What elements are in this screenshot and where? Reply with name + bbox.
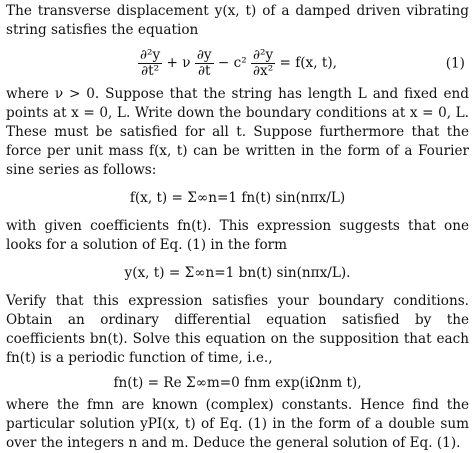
equation-number: (1) xyxy=(445,55,465,71)
plus-nu: + ν xyxy=(166,55,191,71)
frac-num: ∂²y xyxy=(140,47,161,63)
frac-d2y-dt2 xyxy=(138,48,162,79)
equation-fourier-y: y(x, t) = Σ∞n=1 bn(t) sin(nπx/L). xyxy=(124,265,351,281)
frac-dy-dt xyxy=(195,48,214,79)
paragraph-intro: The transverse displacement y(x, t) of a damped driven vibrating string satisfies the equation xyxy=(6,3,469,38)
paragraph-boundary: where ν > 0. Suppose that the string has length L and fixed end points at x = 0, L. Write down the boundary conditions at x = 0, L. These must be satisfied for all t. Suppose furthermore that the force per unit mass f(x, t) can be written in the form of a Fourier sine series as follows: xyxy=(6,86,469,178)
frac-num: ∂y xyxy=(196,47,212,63)
paragraph-coefficients: with given coefficients fn(t). This expression suggests that one looks for a solution of Eq. (1) in the form xyxy=(6,218,469,253)
paragraph-solution: where the fmn are known (complex) constants. Hence find the particular solution yPI(x, t) of Eq. (1) in the form of a double sum over the integers n and m. Deduce the general solution of Eq. (1). xyxy=(6,397,469,451)
frac-d2y-dx2 xyxy=(251,48,275,79)
frac-den: ∂t xyxy=(197,63,211,79)
minus-c2: − c² xyxy=(217,55,247,71)
equation-rhs: = f(x, t), xyxy=(279,55,337,71)
frac-num: ∂²y xyxy=(253,47,274,63)
frac-den: ∂t² xyxy=(141,63,160,79)
equation-fourier-f: f(x, t) = Σ∞n=1 fn(t) sin(nπx/L) xyxy=(129,190,346,206)
equation-1 xyxy=(6,48,469,79)
equation-fn-periodic: fn(t) = Re Σ∞m=0 fnm exp(iΩnm t), xyxy=(113,375,362,391)
paragraph-verify: Verify that this expression satisfies your boundary conditions. Obtain an ordinary differential equation satisfied by the coefficients bn(t). Solve this equation on the supposition that each fn(t) is a periodic function of time, i.e., xyxy=(6,293,469,366)
frac-den: ∂x² xyxy=(253,63,274,79)
